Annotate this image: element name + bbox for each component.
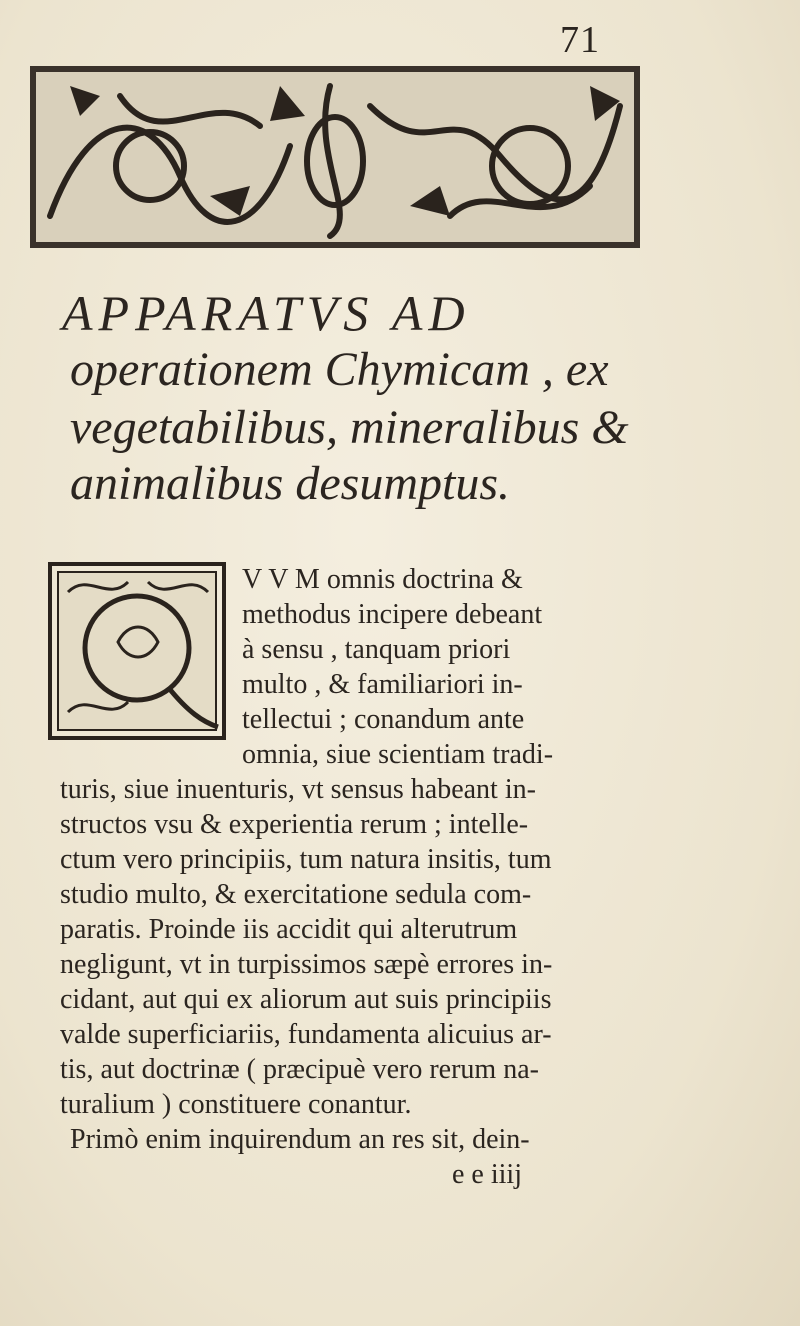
text-line: V V M omnis doctrina & bbox=[242, 564, 523, 595]
text-line: paratis. Proinde iis accidit qui alterutrum bbox=[60, 914, 518, 945]
title-line-2: operationem Chymicam , ex bbox=[70, 343, 609, 396]
signature-mark: e e iiij bbox=[452, 1159, 522, 1190]
text-line: turalium ) constituere conantur. bbox=[60, 1089, 412, 1120]
title-line-1: APPARATVS AD bbox=[62, 285, 471, 341]
decorated-initial-q bbox=[48, 562, 226, 740]
text-line: multo , & familiariori in- bbox=[242, 669, 523, 700]
text-line: omnia, siue scientiam tradi- bbox=[242, 739, 554, 770]
text-line: cidant, aut qui ex aliorum aut suis principiis bbox=[60, 984, 552, 1015]
title-line-4: animalibus desumptus. bbox=[70, 457, 511, 510]
text-line: negligunt, vt in turpissimos sæpè errores in- bbox=[60, 949, 553, 980]
text-line: turis, siue inuenturis, vt sensus habeant in- bbox=[60, 774, 536, 805]
text-line: Primò enim inquirendum an res sit, dein- bbox=[70, 1124, 530, 1155]
text-line: tellectui ; conandum ante bbox=[242, 704, 525, 735]
page-number: 71 bbox=[560, 19, 600, 61]
text-line: tis, aut doctrinæ ( præcipuè vero rerum na- bbox=[60, 1054, 539, 1085]
text-line: à sensu , tanquam priori bbox=[242, 634, 511, 665]
ornamental-headpiece bbox=[30, 66, 640, 248]
text-line: ctum vero principiis, tum natura insitis, tum bbox=[60, 844, 552, 875]
text-line: structos vsu & experientia rerum ; intelle- bbox=[60, 809, 529, 840]
text-line: methodus incipere debeant bbox=[242, 599, 543, 630]
text-line: valde superficiariis, fundamenta alicuius ar- bbox=[60, 1019, 552, 1050]
text-line: studio multo, & exercitatione sedula com- bbox=[60, 879, 532, 910]
title-line-3: vegetabilibus, mineralibus & bbox=[70, 401, 629, 454]
